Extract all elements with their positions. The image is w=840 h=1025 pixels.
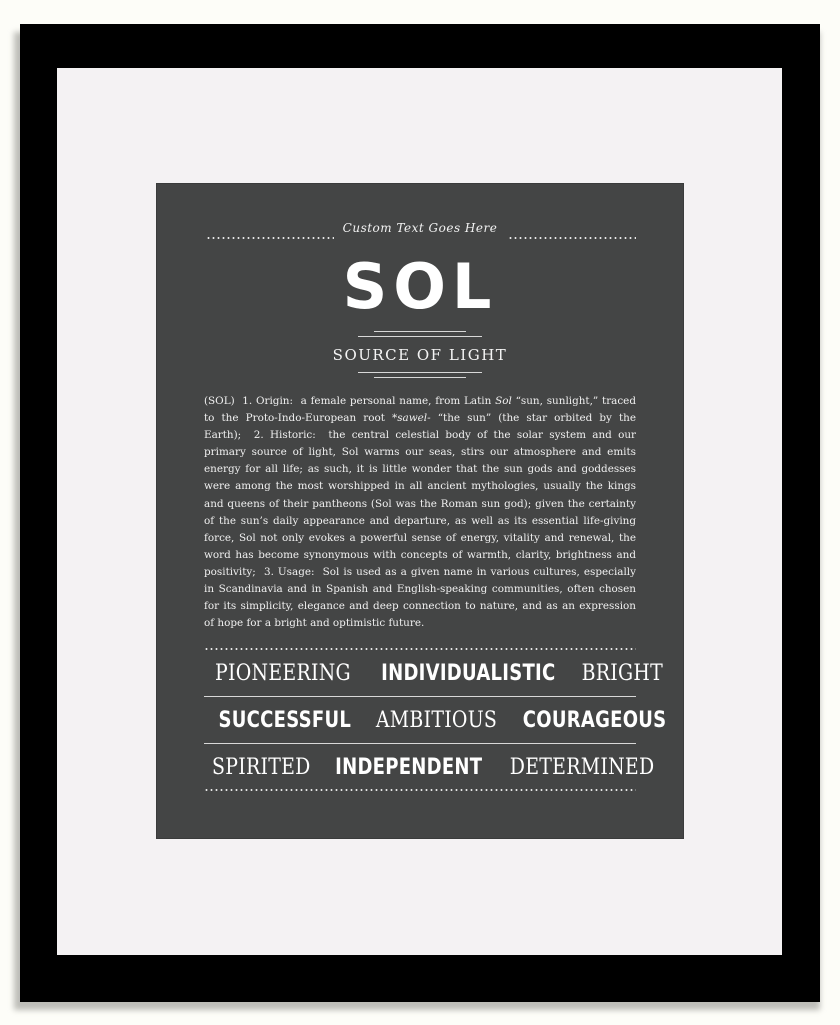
trait-word: PIONEERING [215, 660, 351, 686]
trait-row-2 [204, 702, 667, 738]
dotted-rule-right [508, 237, 636, 239]
rule-below-meaning-1 [358, 372, 482, 373]
trait-word: SPIRITED [212, 754, 311, 780]
origin-text-b: “sun, sunlight,” traced to the Proto-Indo-European root [204, 395, 636, 425]
trait-word: AMBITIOUS [375, 707, 497, 733]
root-term: *sawel- [392, 412, 431, 425]
name-print [156, 183, 684, 839]
name-title: SOL [342, 250, 498, 323]
origin-text-a: a female personal name, from Latin [300, 395, 492, 407]
trait-word: DETERMINED [509, 754, 655, 780]
trait-row-3 [204, 749, 655, 785]
pronunciation: (SOL) [204, 395, 235, 407]
rule-above-meaning-2 [358, 336, 482, 337]
dotted-rule-traits-top [204, 648, 636, 650]
rule-below-meaning-2 [374, 377, 466, 378]
name-definition [204, 393, 636, 632]
usage-lead: 3. Usage: [263, 565, 315, 578]
rule-above-meaning-1 [374, 331, 466, 332]
usage-text: Sol is used as a given name in various cultures, especially in Scandinavia and in Spanish and English-speaking communities, often chosen for its simplicity, elegance and deep connection to nature, and as an expression of hope for a bright and optimistic future. [204, 565, 637, 630]
trait-word: BRIGHT [581, 660, 663, 686]
name-meaning: SOURCE OF LIGHT [332, 346, 508, 364]
historic-text: the central celestial body of the solar system and our primary source of light, Sol warms our seas, stirs our atmosphere and emits energy for all life; as such, it is little wonder that the sun gods and goddesses were among the most worshipped in all ancient mythologies, usually the kings and queens of their pantheons (Sol was the Roman sun god); given the certainty of the sun’s daily appearance and departure, as well as its essential life-giving force, Sol not only evokes a powerful sense of energy, vitality and renewal, the word has become synonymous with concepts of warmth, clarity, brightness and positivity; [204, 429, 637, 578]
trait-word: INDIVIDUALISTIC [381, 660, 556, 686]
trait-word: SUCCESSFUL [218, 707, 352, 733]
origin-text-c: “the sun” (the star orbited by the Earth); [204, 412, 636, 442]
trait-word: INDEPENDENT [334, 754, 482, 780]
trait-divider-1 [204, 696, 636, 697]
dotted-rule-left [206, 237, 334, 239]
trait-divider-2 [204, 743, 636, 744]
trait-word: COURAGEOUS [522, 707, 667, 733]
custom-text: Custom Text Goes Here [342, 221, 498, 235]
origin-lead: 1. Origin: [242, 395, 293, 407]
trait-row-1 [204, 655, 663, 691]
origin-term: Sol [495, 395, 512, 407]
historic-lead: 2. Historic: [253, 429, 316, 442]
dotted-rule-traits-bottom [204, 789, 636, 791]
